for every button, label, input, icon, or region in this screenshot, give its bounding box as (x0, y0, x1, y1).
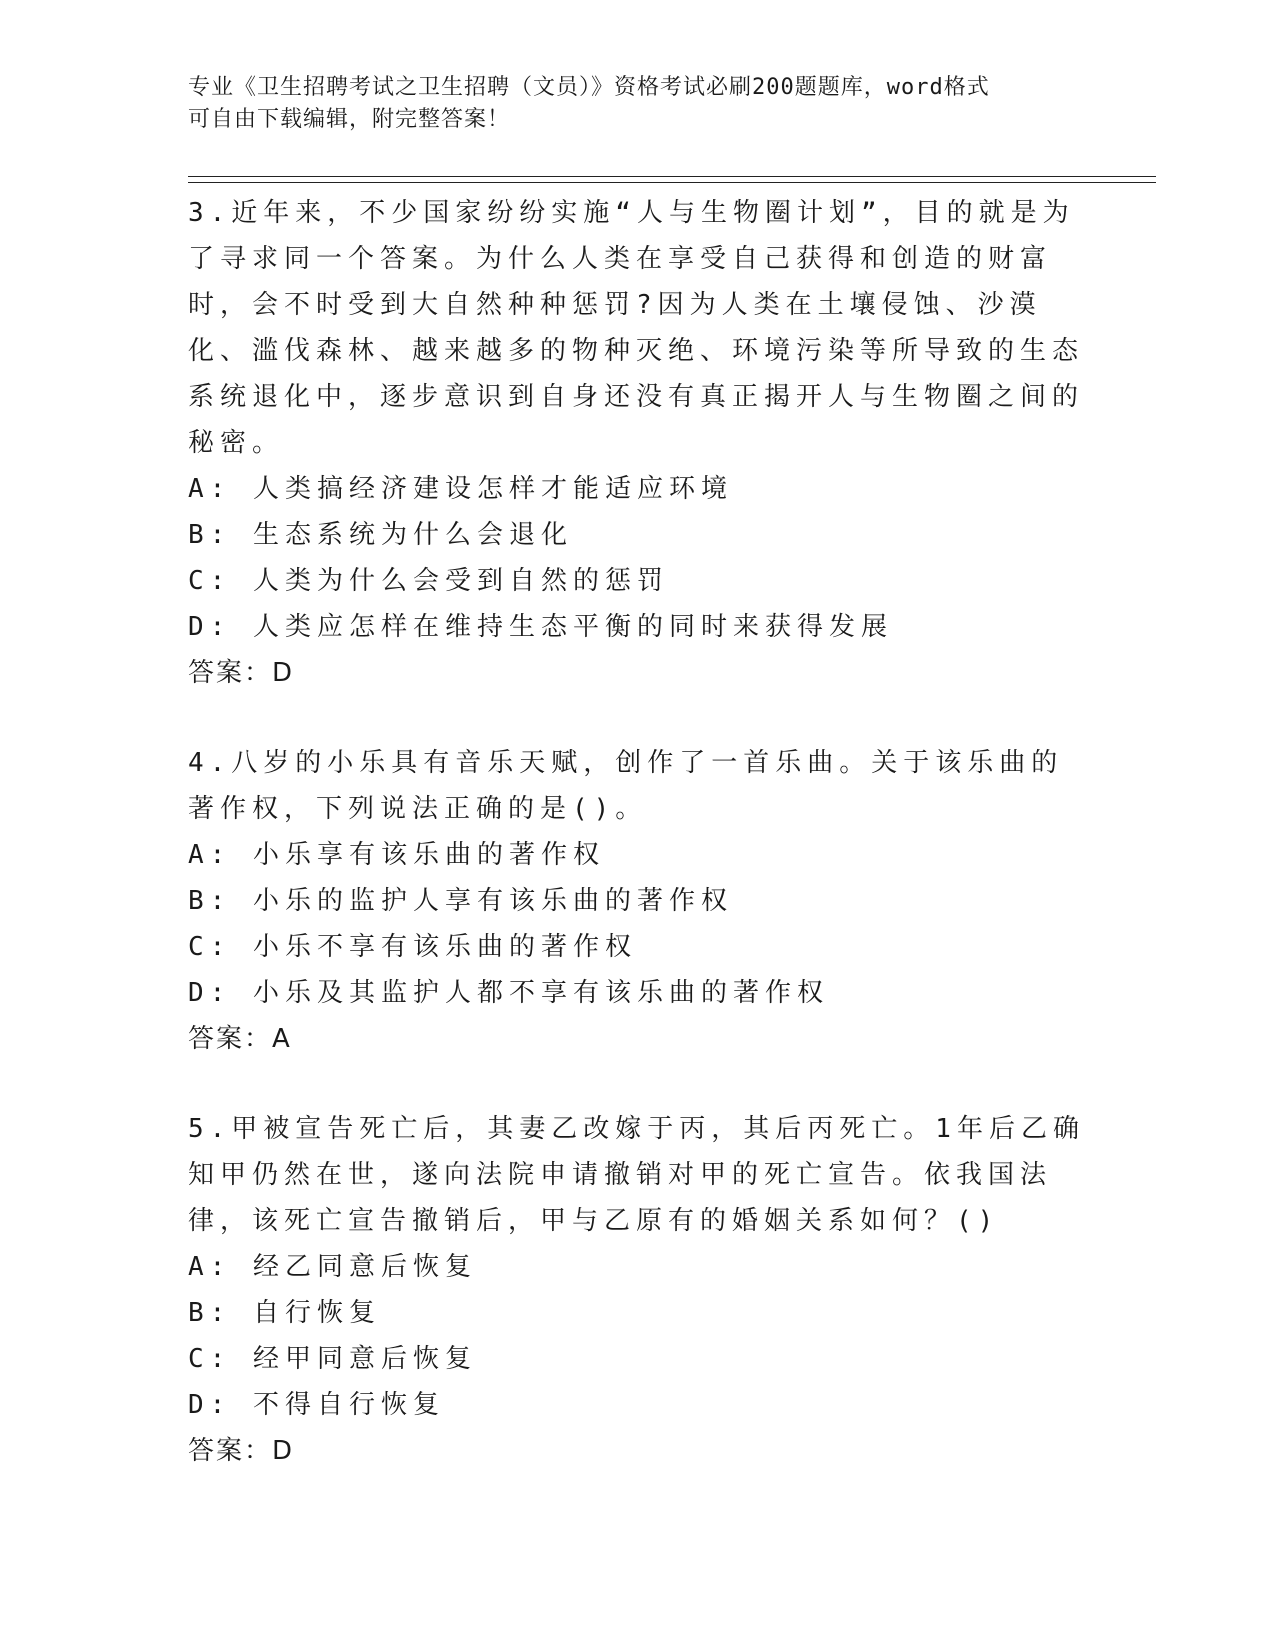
option-b: B: 小乐的监护人享有该乐曲的著作权 (188, 886, 733, 916)
option-d: D: 不得自行恢复 (188, 1390, 445, 1420)
question-stem: 5.甲被宣告死亡后，其妻乙改嫁于丙，其后丙死亡。1年后乙确知甲仍然在世，遂向法院申请撤销对甲的死亡宣告。依我国法律，该死亡宣告撤销后，甲与乙原有的婚姻关系如何？() (188, 1114, 1085, 1236)
header-divider-top (188, 176, 1156, 177)
answer-label: 答案：A (188, 1024, 292, 1054)
header-divider-bottom (188, 182, 1156, 183)
option-d: D: 人类应怎样在维持生态平衡的同时来获得发展 (188, 612, 893, 642)
option-d: D: 小乐及其监护人都不享有该乐曲的著作权 (188, 978, 829, 1008)
option-a: A: 人类搞经济建设怎样才能适应环境 (188, 474, 733, 504)
question-stem: 4.八岁的小乐具有音乐天赋，创作了一首乐曲。关于该乐曲的著作权，下列说法正确的是()。 (188, 748, 1064, 824)
answer-label: 答案：D (188, 658, 295, 688)
question-4 (188, 740, 1088, 1062)
question-5 (188, 1106, 1088, 1474)
option-c: C: 经甲同意后恢复 (188, 1344, 477, 1374)
option-b: B: 自行恢复 (188, 1298, 381, 1328)
header-line-2: 可自由下载编辑，附完整答案！ (188, 107, 511, 132)
option-c: C: 小乐不享有该乐曲的著作权 (188, 932, 637, 962)
option-a: A: 经乙同意后恢复 (188, 1252, 477, 1282)
question-list (188, 190, 1088, 1518)
document-header (188, 72, 1088, 136)
option-b: B: 生态系统为什么会退化 (188, 520, 573, 550)
option-c: C: 人类为什么会受到自然的惩罚 (188, 566, 669, 596)
question-3 (188, 190, 1088, 696)
answer-label: 答案：D (188, 1436, 295, 1466)
option-a: A: 小乐享有该乐曲的著作权 (188, 840, 605, 870)
header-line-1: 专业《卫生招聘考试之卫生招聘（文员）》资格考试必刷200题题库，word格式 (188, 75, 990, 100)
question-stem: 3.近年来，不少国家纷纷实施“人与生物圈计划”，目的就是为了寻求同一个答案。为什么人类在享受自己获得和创造的财富时，会不时受到大自然种种惩罚?因为人类在土壤侵蚀、沙漠化、滥伐森林、越来越多的物种灭绝、环境污染等所导致的生态系统退化中，逐步意识到自身还没有真正揭开人与生物圈之间的秘密。 (188, 198, 1085, 458)
